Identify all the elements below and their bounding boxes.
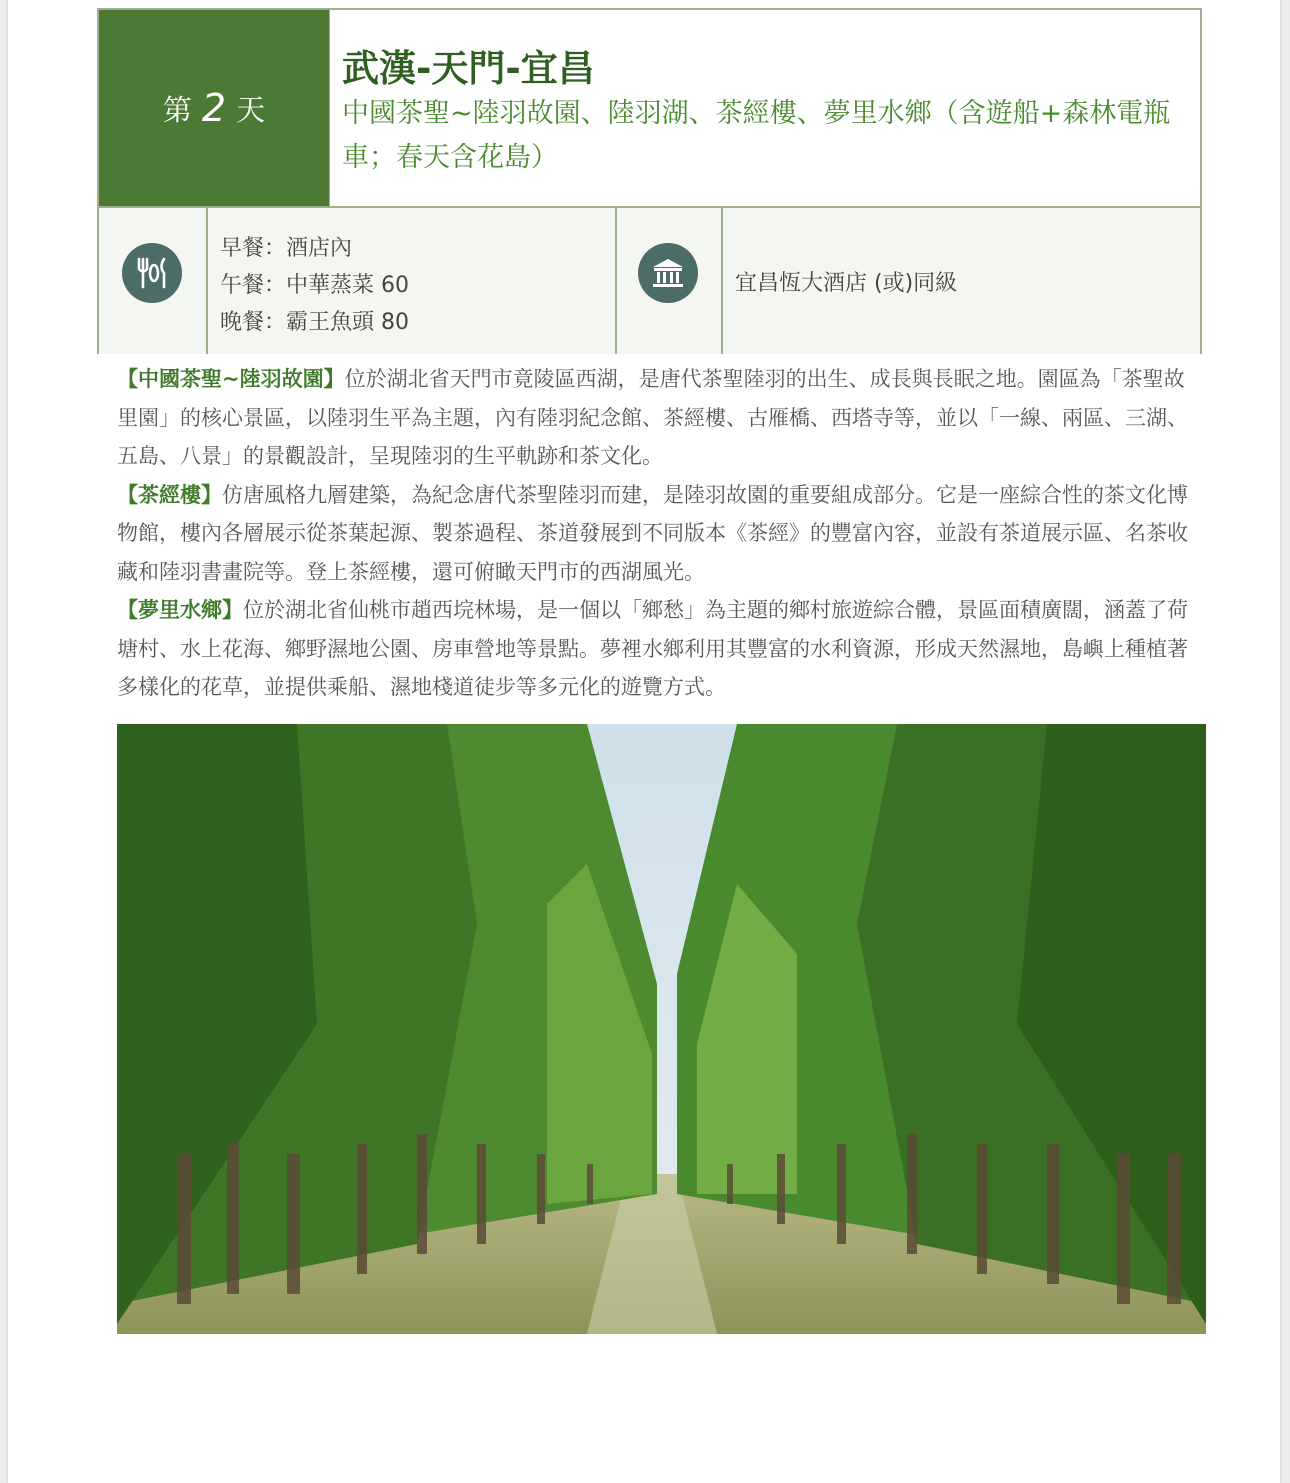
section-text: 位於湖北省天門市竟陵區西湖，是唐代茶聖陸羽的出生、成長與長眠之地。園區為「茶聖故里園」的核心景區，以陸羽生平為主題，內有陸羽紀念館、茶經樓、古雁橋、西塔寺等，並以「一線、兩區、三湖、五島、八景」的景觀設計，呈現陸羽的生平軌跡和茶文化。: [117, 367, 1188, 468]
section-text: 仿唐風格九層建築，為紀念唐代茶聖陸羽而建，是陸羽故園的重要組成部分。它是一座綜合性的茶文化博物館，樓內各層展示從茶葉起源、製茶過程、茶道發展到不同版本《茶經》的豐富內容，並設有茶道展示區、名茶收藏和陸羽書畫院等。登上茶經樓，還可俯瞰天門市的西湖風光。: [117, 482, 1188, 584]
meal-hotel-row: [99, 206, 1200, 354]
section-lu-yu-park: [117, 360, 1200, 476]
title-box: [329, 10, 1201, 206]
section-tea-classic-tower: [117, 476, 1200, 592]
meal-list: [220, 230, 409, 341]
section-text: 位於湖北省仙桃市趙西垸林場，是一個以「鄉愁」為主題的鄉村旅遊綜合體，景區面積廣闊，涵蓋了荷塘村、水上花海、鄉野濕地公園、房車營地等景點。夢裡水鄉利用其豐富的水利資源，形成天然濕地，島嶼上種植著多樣化的花草，並提供乘船、濕地棧道徒步等多元化的遊覽方式。: [117, 598, 1188, 699]
day-badge: [99, 10, 329, 206]
meal-icon-cell: [99, 208, 208, 354]
restaurant-icon: [122, 243, 182, 303]
meal-lunch: 午餐：中華蒸菜 60: [220, 273, 409, 298]
meal-dinner: 晚餐：霸王魚頭 80: [220, 310, 409, 335]
hotel-building-icon: [638, 243, 698, 303]
section-dream-water-town: [117, 591, 1200, 707]
section-heading: 【中國茶聖~陸羽故園】: [117, 367, 345, 391]
itinerary-page: [8, 0, 1280, 1483]
section-heading: 【茶經樓】: [117, 482, 222, 507]
hotel-name: 宜昌恆大酒店 (或)同級: [735, 271, 958, 296]
forest-waterway-photo: [117, 724, 1206, 1334]
description: [117, 360, 1200, 707]
section-heading: 【夢里水鄉】: [117, 598, 243, 622]
day-suffix: 天: [236, 92, 266, 127]
day-header: [97, 8, 1202, 354]
hotel-icon-cell: [617, 208, 723, 354]
route-title: 武漢-天門-宜昌: [342, 47, 595, 90]
route-subtitle: 中國茶聖~陸羽故園、陸羽湖、茶經樓、夢里水鄉（含遊船+森林電瓶車；春天含花島）: [342, 98, 1171, 173]
day-number: 2: [201, 86, 227, 130]
meal-breakfast: 早餐：酒店內: [220, 236, 353, 261]
meal-cell: [208, 208, 617, 354]
day-prefix: 第: [162, 92, 192, 127]
